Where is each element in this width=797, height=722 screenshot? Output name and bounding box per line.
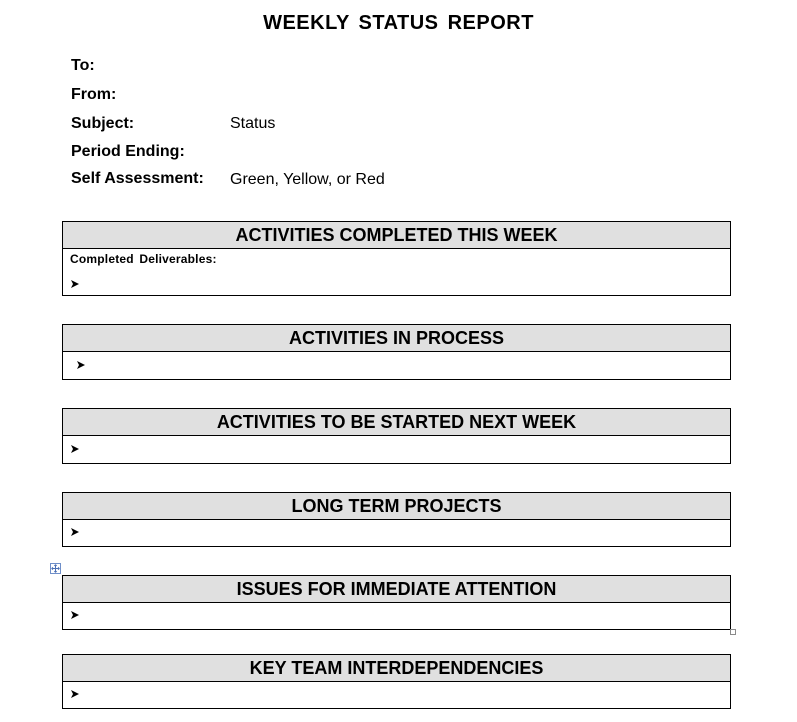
table-resize-handle-icon[interactable] [730, 629, 736, 635]
arrow-bullet-icon [70, 444, 80, 454]
to-label: To: [71, 57, 95, 74]
section-body[interactable] [63, 520, 730, 546]
section-activities-completed [62, 221, 731, 296]
section-heading: ACTIVITIES TO BE STARTED NEXT WEEK [63, 409, 730, 436]
section-body[interactable] [63, 249, 730, 295]
self-assessment-label: Self Assessment: [71, 170, 204, 187]
section-heading: ISSUES FOR IMMEDIATE ATTENTION [63, 576, 730, 603]
self-assessment-value[interactable]: Green, Yellow, or Red [230, 171, 385, 188]
section-activities-next-week [62, 408, 731, 464]
table-move-handle-icon[interactable] [50, 563, 61, 574]
period-ending-label: Period Ending: [71, 143, 185, 160]
section-heading: LONG TERM PROJECTS [63, 493, 730, 520]
section-heading: ACTIVITIES IN PROCESS [63, 325, 730, 352]
arrow-bullet-icon [76, 360, 86, 370]
arrow-bullet-icon [70, 279, 80, 289]
completed-deliverables-label: Completed Deliverables: [70, 252, 217, 266]
arrow-bullet-icon [70, 610, 80, 620]
section-issues-immediate-attention [62, 575, 731, 630]
section-heading: KEY TEAM INTERDEPENDENCIES [63, 655, 730, 682]
section-body[interactable] [63, 436, 730, 463]
subject-value[interactable]: Status [230, 115, 276, 132]
report-title: WEEKLY STATUS REPORT [263, 12, 534, 34]
arrow-bullet-icon [70, 689, 80, 699]
section-key-team-interdependencies [62, 654, 731, 709]
section-body[interactable] [63, 603, 730, 629]
section-body[interactable] [63, 682, 730, 708]
section-body[interactable] [63, 352, 730, 379]
section-heading: ACTIVITIES COMPLETED THIS WEEK [63, 222, 730, 249]
from-label: From: [71, 86, 117, 103]
arrow-bullet-icon [70, 527, 80, 537]
section-activities-in-process [62, 324, 731, 380]
section-long-term-projects [62, 492, 731, 547]
subject-label: Subject: [71, 115, 135, 132]
